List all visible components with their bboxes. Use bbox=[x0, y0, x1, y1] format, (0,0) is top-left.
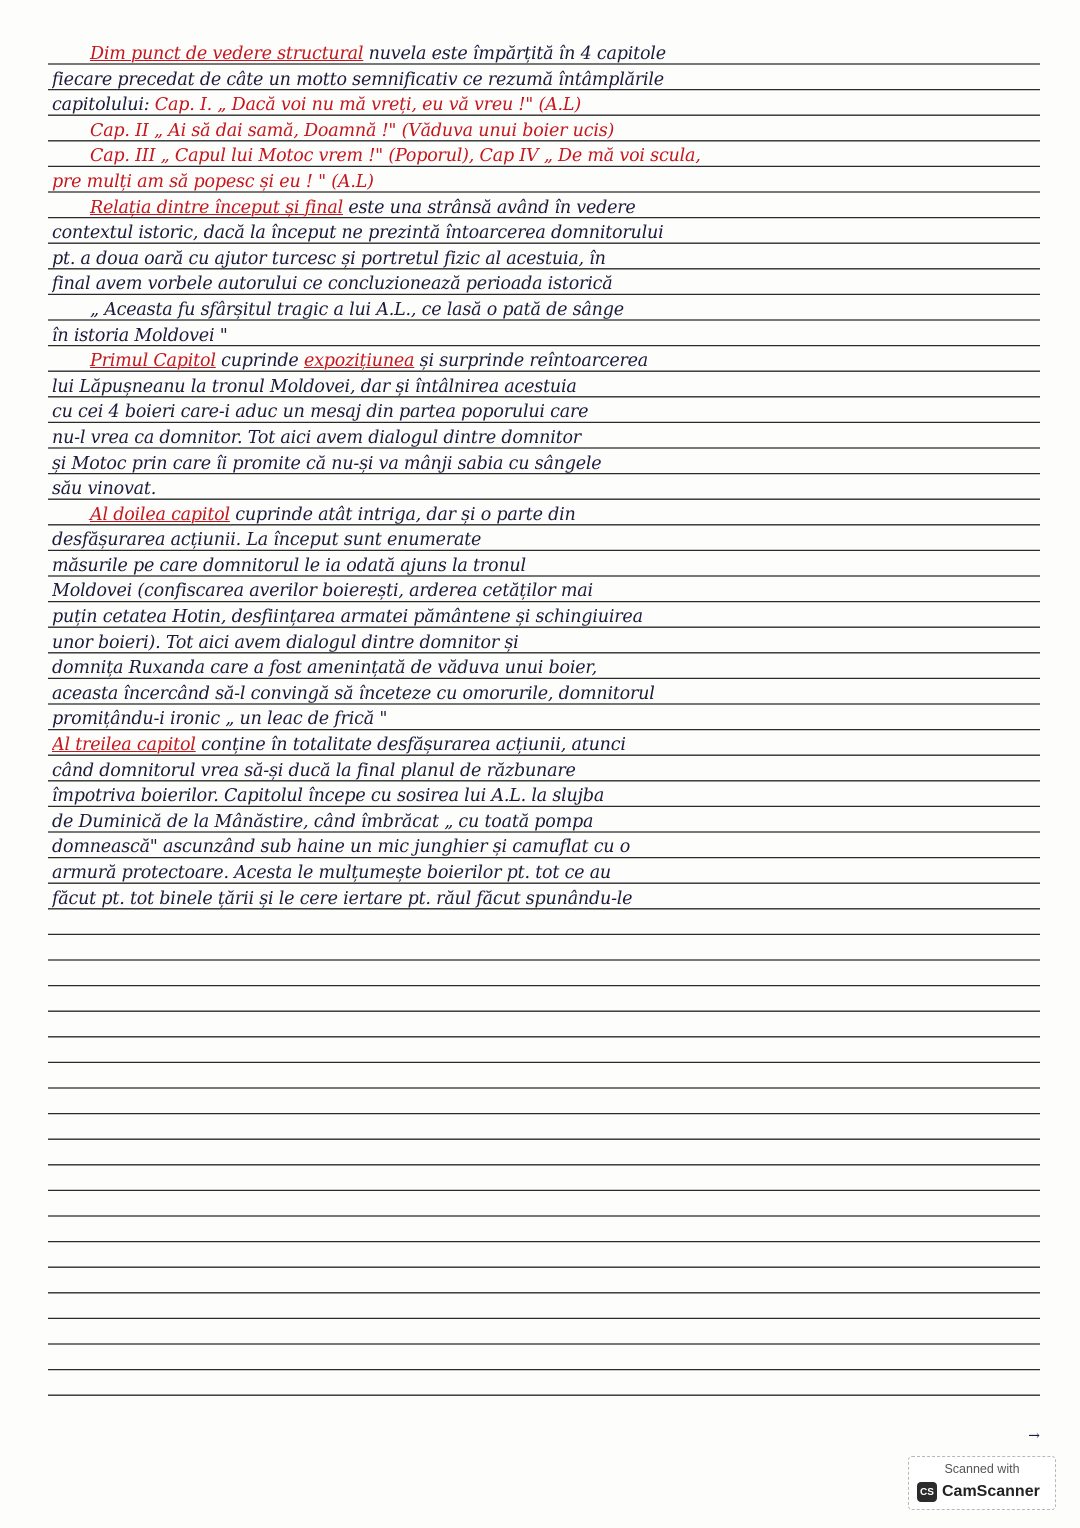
text-line bbox=[52, 631, 1042, 657]
highlighted-phrase: Dim punct de vedere structural bbox=[90, 44, 364, 64]
text-run: final avem vorbele autorului ce concluzionează perioada istorică bbox=[52, 274, 613, 295]
text-run: cuprinde bbox=[215, 351, 304, 372]
text-line bbox=[52, 221, 1042, 247]
text-line bbox=[52, 42, 1042, 68]
text-run: contextul istoric, dacă la început ne prezintă întoarcerea domnitorului bbox=[52, 223, 664, 244]
page-continuation-mark: → bbox=[1028, 1428, 1040, 1444]
text-run: „ Aceasta fu sfârșitul tragic a lui A.L., ce lasă o pată de sânge bbox=[90, 299, 624, 320]
text-run: în istoria Moldovei " bbox=[52, 325, 228, 346]
text-run: domnița Ruxanda care a fost amenințată de văduva unui boier, bbox=[52, 658, 598, 679]
text-run: Moldovei (confiscarea averilor boierești, arderea cetăților mai bbox=[52, 581, 593, 602]
motto-text: Cap. III „ Capul lui Motoc vrem !" (Poporul), Cap IV „ De mă voi scula, bbox=[90, 146, 701, 167]
handwritten-text bbox=[52, 42, 1042, 912]
text-run: conține în totalitate desfășurarea acțiunii, atunci bbox=[195, 735, 626, 756]
text-run: armură protectoare. Acesta le mulțumește boierilor pt. tot ce au bbox=[52, 863, 612, 883]
text-line bbox=[52, 733, 1042, 759]
text-line bbox=[52, 144, 1042, 170]
text-run: unor boieri). Tot aici avem dialogul dintre domnitor și bbox=[52, 632, 519, 653]
text-run: măsurile pe care domnitorul le ia odată ajuns la tronul bbox=[52, 555, 526, 576]
text-run: domnească" ascunzând sub haine un mic junghier și camuflat cu o bbox=[52, 837, 631, 858]
text-run: său vinovat. bbox=[52, 479, 157, 500]
text-line bbox=[52, 93, 1042, 119]
text-run: fiecare precedat de câte un motto semnificativ ce rezumă întâmplările bbox=[52, 69, 664, 90]
motto-text: Cap. II „ Ai să dai samă, Doamnă !" (Văduva unui boier ucis) bbox=[90, 120, 615, 141]
text-run: capitolului: bbox=[52, 95, 155, 116]
highlighted-phrase: Relația dintre început și final bbox=[90, 197, 343, 218]
text-line bbox=[52, 887, 1042, 913]
text-line bbox=[52, 554, 1042, 580]
text-line bbox=[52, 452, 1042, 478]
text-line bbox=[52, 68, 1042, 94]
text-line bbox=[52, 324, 1042, 350]
text-run: cu cei 4 boieri care-i aduc un mesaj din partea poporului care bbox=[52, 402, 589, 423]
text-run: și surprinde reîntoarcerea bbox=[414, 351, 649, 372]
text-run: nu-l vrea ca domnitor. Tot aici avem dialogul dintre domnitor bbox=[52, 427, 581, 448]
text-line bbox=[52, 810, 1042, 836]
text-line bbox=[52, 272, 1042, 298]
text-run: pt. a doua oară cu ajutor turcesc și portretul fizic al acestuia, în bbox=[52, 248, 606, 269]
text-run: puțin cetatea Hotin, desființarea armatei pământene și schingiuirea bbox=[52, 607, 643, 628]
text-line bbox=[52, 426, 1042, 452]
watermark-brand-name: CamScanner bbox=[942, 1483, 1040, 1500]
highlighted-phrase: expozițiunea bbox=[303, 351, 415, 372]
watermark-caption: Scanned with bbox=[944, 1462, 1020, 1476]
text-line bbox=[52, 196, 1042, 222]
text-line bbox=[52, 119, 1042, 145]
text-line bbox=[52, 605, 1042, 631]
text-run: aceasta încercând să-l convingă să înceteze cu omorurile, domnitorul bbox=[52, 683, 655, 704]
camscanner-logo-icon: CS bbox=[917, 1482, 937, 1502]
highlighted-phrase: Primul Capitol bbox=[90, 351, 216, 372]
text-line bbox=[52, 707, 1042, 733]
text-run: desfășurarea acțiunii. La început sunt enumerate bbox=[52, 530, 482, 551]
motto-text: Cap. I. „ Dacă voi nu mă vreți, eu vă vreu !" (A.L) bbox=[154, 95, 581, 116]
text-line bbox=[52, 759, 1042, 785]
text-run: împotriva boierilor. Capitolul începe cu sosirea lui A.L. la slujba bbox=[52, 786, 605, 807]
text-line bbox=[52, 400, 1042, 426]
text-line bbox=[52, 528, 1042, 554]
text-run: de Duminică de la Mânăstire, când îmbrăcat „ cu toată pompa bbox=[52, 811, 594, 832]
camscanner-watermark bbox=[908, 1456, 1056, 1510]
text-line bbox=[52, 349, 1042, 375]
text-run: cuprinde atât intriga, dar și o parte din bbox=[229, 504, 576, 525]
text-run: și Motoc prin care îi promite că nu-și va mânji sabia cu sângele bbox=[52, 453, 602, 474]
text-line bbox=[52, 298, 1042, 324]
text-line bbox=[52, 656, 1042, 682]
text-run: când domnitorul vrea să-și ducă la final planul de răzbunare bbox=[52, 760, 576, 781]
text-line bbox=[52, 247, 1042, 273]
watermark-brand bbox=[917, 1481, 1040, 1503]
text-line bbox=[52, 861, 1042, 887]
text-run: lui Lăpușneanu la tronul Moldovei, dar și întâlnirea acestuia bbox=[52, 376, 577, 397]
text-line bbox=[52, 784, 1042, 810]
text-line bbox=[52, 375, 1042, 401]
text-run: făcut pt. tot binele țării și le cere iertare pt. răul făcut spunându-le bbox=[52, 888, 633, 909]
text-line bbox=[52, 477, 1042, 503]
highlighted-phrase: Al treilea capitol bbox=[52, 735, 196, 756]
motto-text: pre mulți am să popesc și eu ! " (A.L) bbox=[52, 171, 374, 192]
text-run: nuvela este împărțită în 4 capitole bbox=[363, 44, 666, 64]
text-run: este una strânsă având în vedere bbox=[343, 197, 636, 218]
text-run: promițându-i ironic „ un leac de frică " bbox=[52, 709, 388, 730]
text-line bbox=[52, 503, 1042, 529]
text-line bbox=[52, 835, 1042, 861]
highlighted-phrase: Al doilea capitol bbox=[90, 504, 230, 525]
text-line bbox=[52, 682, 1042, 708]
text-line bbox=[52, 170, 1042, 196]
text-line bbox=[52, 579, 1042, 605]
